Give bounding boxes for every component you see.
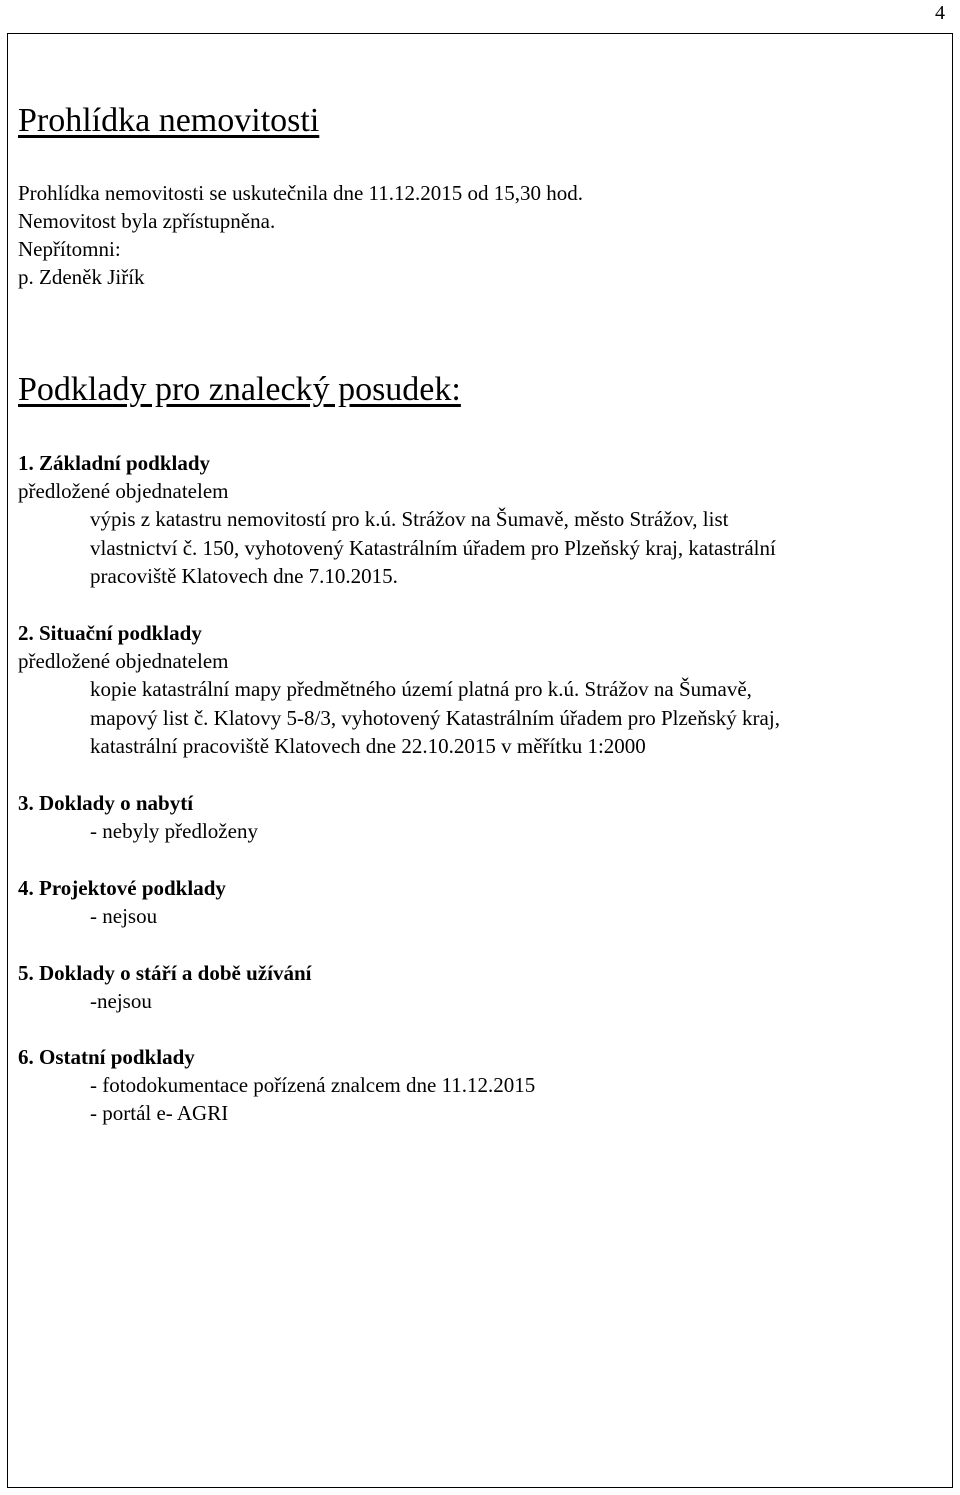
section-title: 1. Základní podklady — [18, 451, 211, 475]
page-number: 4 — [935, 2, 945, 24]
materials-heading: Podklady pro znalecký posudek: — [18, 371, 461, 408]
section-item: pracoviště Klatovech dne 7.10.2015. — [90, 564, 398, 588]
section-title: 5. Doklady o stáří a době užívání — [18, 961, 312, 985]
section-title: 3. Doklady o nabytí — [18, 791, 194, 815]
section-title: 6. Ostatní podklady — [18, 1045, 195, 1069]
section-item: - nejsou — [90, 904, 158, 928]
section-item: vlastnictví č. 150, vyhotovený Katastrálním úřadem pro Plzeňský kraj, katastrální — [90, 536, 776, 560]
page-frame — [7, 33, 953, 1488]
section-title: 2. Situační podklady — [18, 621, 202, 645]
inspection-line: Nemovitost byla zpřístupněna. — [18, 209, 276, 233]
inspection-line: Nepřítomni: — [18, 237, 121, 261]
section-subtitle: předložené objednatelem — [18, 479, 229, 503]
section-item: katastrální pracoviště Klatovech dne 22.10.2015 v měřítku 1:2000 — [90, 734, 646, 758]
section-item: -nejsou — [90, 989, 152, 1013]
inspection-heading: Prohlídka nemovitosti — [18, 102, 320, 139]
section-item: výpis z katastru nemovitostí pro k.ú. Strážov na Šumavě, město Strážov, list — [90, 507, 729, 531]
inspection-line: Prohlídka nemovitosti se uskutečnila dne 11.12.2015 od 15,30 hod. — [18, 181, 584, 205]
section-item: - fotodokumentace pořízená znalcem dne 11.12.2015 — [90, 1073, 536, 1097]
section-title: 4. Projektové podklady — [18, 876, 226, 900]
section-item: kopie katastrální mapy předmětného území platná pro k.ú. Strážov na Šumavě, — [90, 677, 752, 701]
section-subtitle: předložené objednatelem — [18, 649, 229, 673]
inspection-line: p. Zdeněk Jiřík — [18, 265, 145, 289]
section-item: - nebyly předloženy — [90, 819, 258, 843]
section-item: - portál e- AGRI — [90, 1101, 229, 1125]
section-item: mapový list č. Klatovy 5-8/3, vyhotovený Katastrálním úřadem pro Plzeňský kraj, — [90, 706, 780, 730]
